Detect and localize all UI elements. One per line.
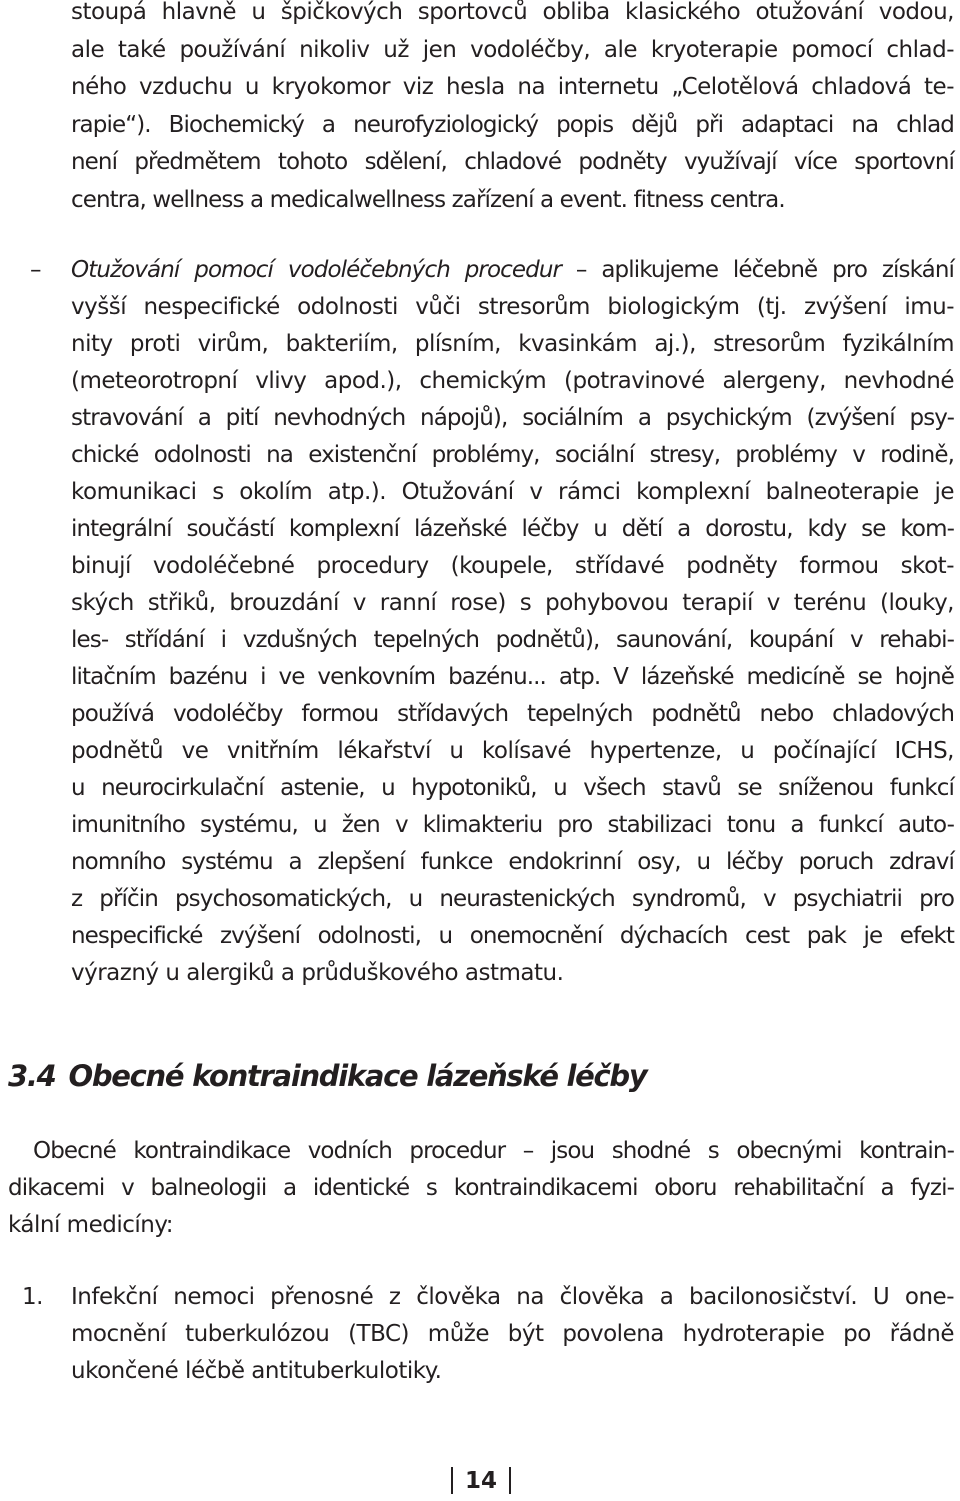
bullet-line: z příčin psychosomatických, u neurastenických syndromů, v psychiatrii pro	[71, 886, 954, 912]
bullet-line: nomního systému a zlepšení funkce endokrinní osy, u léčby poruch zdraví	[71, 849, 954, 875]
bullet-line: (meteorotropní vlivy apod.), chemickým (potravinové alergeny, nevhodné	[71, 368, 954, 394]
intro-line: dikacemi v balneologii a identické s kontraindikacemi oboru rehabilitační a fyzi-	[8, 1175, 954, 1201]
bullet-line: chické odolnosti na existenční problémy, sociální stresy, problémy v rodině,	[71, 442, 954, 468]
paragraph-line: stoupá hlavně u špičkových sportovců obliba klasického otužování vodou,	[71, 0, 954, 25]
bullet-line: integrální součástí komplexní lázeňské léčby u dětí a dorostu, kdy se kom-	[71, 516, 954, 542]
list-item-line: 1. Infekční nemoci přenosné z člověka na člověka a bacilonosičství. U one-	[0, 1279, 960, 1316]
intro-line: kální medicíny:	[8, 1212, 174, 1238]
paragraph-line: centra, wellness a medicalwellness zařízení a event. fitness centra.	[71, 187, 785, 213]
page-number: 14	[451, 1464, 511, 1498]
bullet-line: nity proti virům, bakteriím, plísním, kvasinkám aj.), stresorům fyzikálním	[71, 331, 954, 357]
bullet-line: u neurocirkulační astenie, u hypotoniků, u všech stavů se sníženou funkcí	[71, 775, 954, 801]
paragraph-line: není předmětem tohoto sdělení, chladové podněty využívají více sportovní	[71, 149, 954, 175]
bullet-line: používá vodoléčby formou střídavých tepelných podnětů nebo chladových	[71, 701, 954, 727]
bullet-dash: –	[30, 257, 41, 283]
intro-line: Obecné kontraindikace vodních procedur – jsou shodné s obecnými kontrain-	[33, 1138, 954, 1164]
bullet-line: nespecifické zvýšení odolnosti, u onemocnění dýchacích cest pak je efekt	[71, 923, 954, 949]
bullet-line: podnětů ve vnitřním lékařství u kolísavé hypertenze, u počínající ICHS,	[71, 738, 954, 764]
paragraph-line: rapie“). Biochemický a neurofyziologický popis dějů při adaptaci na chlad	[71, 112, 954, 138]
list-item-number: 1.	[22, 1284, 43, 1310]
bullet-text	[71, 252, 954, 289]
bullet-first-line-rest: – aplikujeme léčebně pro získání	[561, 257, 954, 283]
bullet-line: ských střiků, brouzdání v ranní rose) s pohybovou terapií v terénu (louky,	[71, 590, 954, 616]
bullet-line: komunikaci s okolím atp.). Otužování v rámci komplexní balneoterapie je	[71, 479, 954, 505]
bullet-first-line	[0, 252, 960, 289]
bullet-emphasis: Otužování pomocí vodoléčebných procedur	[71, 257, 562, 283]
bullet-line: výrazný u alergiků a průduškového astmatu.	[71, 960, 564, 986]
paragraph-line: ného vzduchu u kryokomor viz hesla na internetu „Celotělová chladová te-	[71, 74, 954, 100]
bullet-line: litačním bazénu i ve venkovním bazénu... atp. V lázeňské medicíně se hojně	[71, 664, 954, 690]
bullet-line: les- střídání i vzdušných tepelných podnětů), saunování, koupání v rehabi-	[71, 627, 954, 653]
paragraph-line: ale také používání nikoliv už jen vodoléčby, ale kryoterapie pomocí chlad-	[71, 37, 954, 63]
bullet-line: stravování a pití nevhodných nápojů), sociálním a psychickým (zvýšení psy-	[71, 405, 954, 431]
list-item-line: ukončené léčbě antituberkulotiky.	[71, 1358, 442, 1384]
section-title: Obecné kontraindikace lázeňské léčby	[68, 1059, 647, 1093]
bullet-line: vyšší nespecifické odolnosti vůči stresorům biologickým (tj. zvýšení imu-	[71, 294, 954, 320]
section-number: 3.4	[8, 1059, 56, 1093]
section-heading	[8, 1054, 646, 1098]
bullet-line: imunitního systému, u žen v klimakteriu pro stabilizaci tonu a funkcí auto-	[71, 812, 954, 838]
list-item-line: mocnění tuberkulózou (TBC) může být povolena hydroterapie po řádně	[71, 1321, 954, 1347]
bullet-line: binují vodoléčebné procedury (koupele, střídavé podněty formou skot-	[71, 553, 954, 579]
